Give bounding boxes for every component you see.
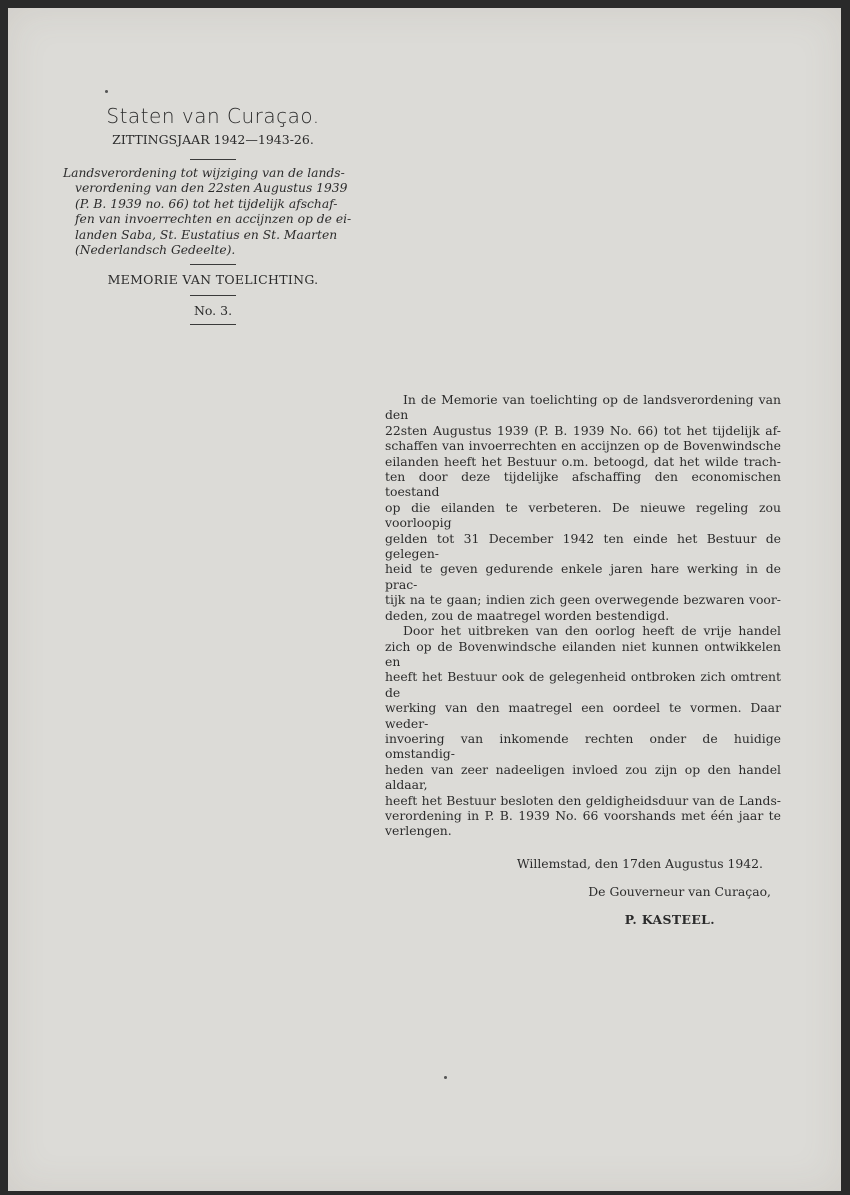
document-header: [63, 103, 363, 331]
ordinance-subject: [63, 166, 363, 258]
document-number: No. 3.: [193, 303, 233, 319]
body-line: gelden tot 31 December 1942 ten einde het Bestuur de gelegen-: [385, 530, 781, 562]
session-year: ZITTINGSJAAR 1942—1943-26.: [112, 132, 314, 147]
body-line: ten door deze tijdelijke afschaffing den economischen toestand: [385, 469, 781, 500]
signatory-name: P. KASTEEL.: [624, 911, 715, 927]
document-title: Staten van Curaçao.: [106, 104, 320, 128]
body-line: invoering van inkomende rechten onder de huidige omstandig-: [385, 730, 781, 762]
paper-speck: [444, 1076, 447, 1079]
body-line: heeft het Bestuur besloten den geldigheidsduur van de Lands-: [385, 792, 781, 808]
body-line: deden, zou de maatregel worden bestendigd.: [385, 607, 670, 623]
subject-line: fen van invoerrechten en accijnzen op de ei-: [75, 212, 352, 227]
divider: [190, 264, 236, 265]
paragraph-2: [385, 623, 781, 839]
body-line: verordening in P. B. 1939 No. 66 voorshands met één jaar te: [385, 807, 781, 823]
subject-line: (Nederlandsch Gedeelte).: [75, 243, 236, 258]
body-line: werking van den maatregel een oordeel te vormen. Daar weder-: [385, 700, 781, 731]
body-line: tijk na te gaan; indien zich geen overwegende bezwaren voor-: [385, 592, 781, 608]
memorie-heading: MEMORIE VAN TOELICHTING.: [107, 272, 319, 288]
body-line: schaffen van invoerrechten en accijnzen op de Bovenwindsche: [385, 438, 781, 454]
body-line: verlengen.: [385, 823, 452, 839]
subject-line: verordening van den 22sten Augustus 1939: [75, 181, 348, 196]
body-line: heeft het Bestuur ook de gelegenheid ontbroken zich omtrent de: [385, 669, 781, 700]
subject-line: Landsverordening tot wijziging van de lands-: [63, 166, 345, 180]
body-line: heden van zeer nadeeligen invloed zou zijn op den handel aldaar,: [385, 761, 781, 793]
body-line: In de Memorie van toelichting op de landsverordening van den: [385, 392, 781, 423]
signatory-role: De Gouverneur van Curaçao,: [588, 883, 771, 899]
paper-speck: [105, 90, 108, 93]
body-line: eilanden heeft het Bestuur o.m. betoogd, dat het wilde trach-: [385, 453, 781, 469]
body-line: Door het uitbreken van den oorlog heeft de vrije handel: [403, 623, 781, 639]
divider: [190, 295, 236, 296]
divider: [190, 159, 236, 160]
subject-line: (P. B. 1939 no. 66) tot het tijdelijk afschaf-: [75, 196, 338, 211]
document-page: [8, 8, 841, 1191]
divider: [190, 324, 236, 325]
body-line: op die eilanden te verbeteren. De nieuwe regeling zou voorloopig: [385, 499, 781, 531]
body-line: zich op de Bovenwindsche eilanden niet kunnen ontwikkelen en: [385, 638, 781, 669]
paragraph-1: [385, 392, 781, 623]
subject-line: landen Saba, St. Eustatius en St. Maarten: [75, 227, 338, 242]
document-body: [385, 392, 781, 929]
place-date: Willemstad, den 17den Augustus 1942.: [516, 855, 763, 871]
body-line: heid te geven gedurende enkele jaren hare werking in de prac-: [385, 561, 781, 592]
body-line: 22sten Augustus 1939 (P. B. 1939 No. 66) tot het tijdelijk af-: [385, 422, 781, 438]
